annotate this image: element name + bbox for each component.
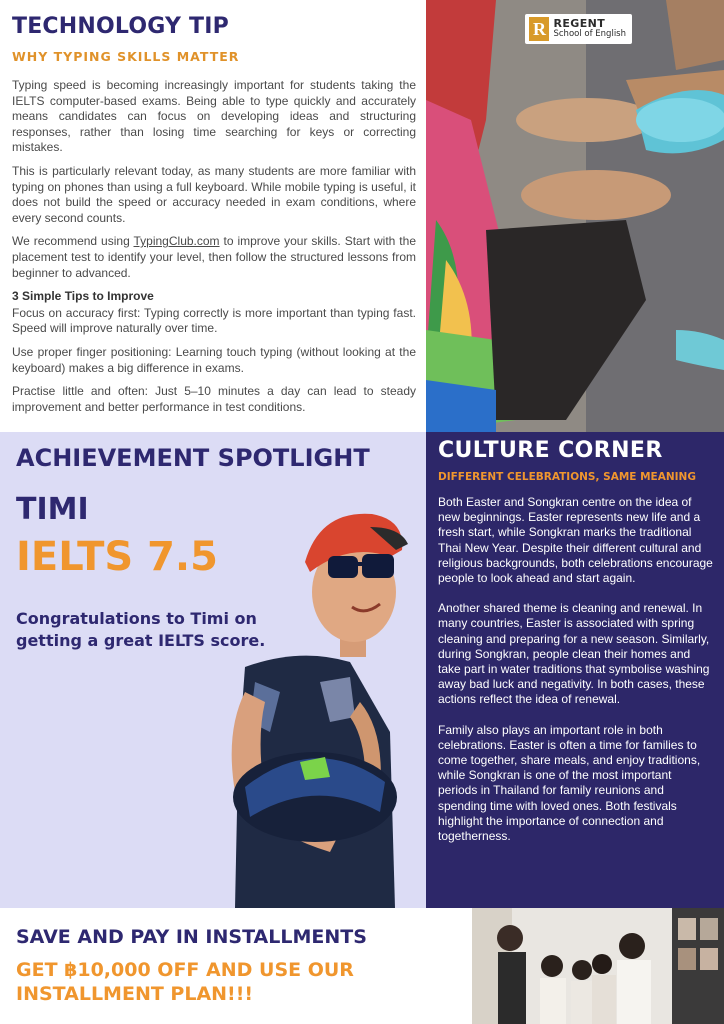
culture-paragraph: Another shared theme is cleaning and renewal. In many countries, Easter is associated with spring cleaning and preparing for a new season. Similarly, during Songkran, people clean their homes and take part in water traditions that symbolise washing away bad luck and negativity. In both cases, these actions reflect the idea of renewal. [438, 601, 710, 707]
logo-mark: R [529, 17, 549, 41]
technology-tip-subtitle: WHY TYPING SKILLS MATTER [12, 49, 240, 64]
culture-corner-title: CULTURE CORNER [438, 438, 663, 463]
students-group-photo [472, 908, 724, 1024]
typingclub-link[interactable]: TypingClub.com [133, 234, 220, 249]
culture-corner-section [426, 432, 724, 908]
achievement-spotlight-section [0, 432, 426, 908]
technology-tip-section [0, 0, 426, 432]
culture-corner-body [438, 495, 714, 844]
tip-item: Focus on accuracy first: Typing correctly is more important than typing fast. Speed will improve naturally over time. [12, 305, 416, 336]
technology-tip-paragraph: Typing speed is becoming increasingly important for students taking the IELTS computer-based exams. Being able to type quickly and accurately means candidates can focus on developing ideas and structuring responses, rather than losing time searching for keys or correcting mistakes. [12, 78, 416, 155]
regent-logo [525, 14, 632, 44]
songkran-illustration [426, 0, 724, 432]
technology-tip-title: TECHNOLOGY TIP [12, 14, 229, 39]
technology-tip-paragraph: This is particularly relevant today, as many students are more familiar with typing on phones than using a full keyboard. While mobile typing is useful, it does not build the speed or accuracy needed in exam conditions, where every second counts. [12, 163, 416, 225]
paragraph-text: to improve your skills. Start with the placement test to identify your level, then follow the structured lessons from beginner to advanced. [12, 234, 416, 280]
installments-offer: GET ฿10,000 OFF AND USE OUR INSTALLMENT PLAN!!! [16, 959, 354, 1005]
students-group-illustration [472, 908, 724, 1024]
logo-name: REGENT [553, 17, 606, 30]
culture-paragraph: Family also plays an important role in both celebrations. Easter is often a time for families to come together, share meals, and enjoy traditions, while Songkran is one of the most important periods in Thailand for family reunions and spending time with loved ones. Both festivals highlight the importance of connection and togetherness. [438, 722, 701, 844]
achievement-title: ACHIEVEMENT SPOTLIGHT [16, 444, 370, 472]
ielts-score: IELTS 7.5 [16, 534, 218, 580]
tip-item: Practise little and often: Just 5–10 minutes a day can lead to steady improvement and better performance in test conditions. [12, 384, 416, 414]
installments-title: SAVE AND PAY IN INSTALLMENTS [16, 926, 367, 948]
tips-heading: 3 Simple Tips to Improve [12, 289, 154, 304]
student-name: TIMI [16, 492, 89, 527]
congratulations-text: Congratulations to Timi on getting a great IELTS score. [16, 609, 266, 650]
songkran-photo [426, 0, 724, 432]
logo-tagline: School of English [553, 29, 626, 39]
tip-item: Use proper finger positioning: Learning touch typing (without looking at the keyboard) makes a big difference in exams. [12, 344, 416, 375]
culture-paragraph: Both Easter and Songkran centre on the idea of new beginnings. Easter represents new life and a fresh start, while Songkran marks the traditional Thai New Year. Despite their different cultural and religious backgrounds, both celebrations encourage people to look ahead and start again. [438, 495, 713, 586]
culture-corner-subtitle: DIFFERENT CELEBRATIONS, SAME MEANING [438, 471, 696, 483]
technology-tip-paragraph [12, 234, 416, 281]
logo-text [553, 18, 626, 40]
installments-section [0, 908, 472, 1024]
paragraph-text: We recommend using [12, 234, 134, 249]
technology-tip-body [12, 78, 416, 415]
